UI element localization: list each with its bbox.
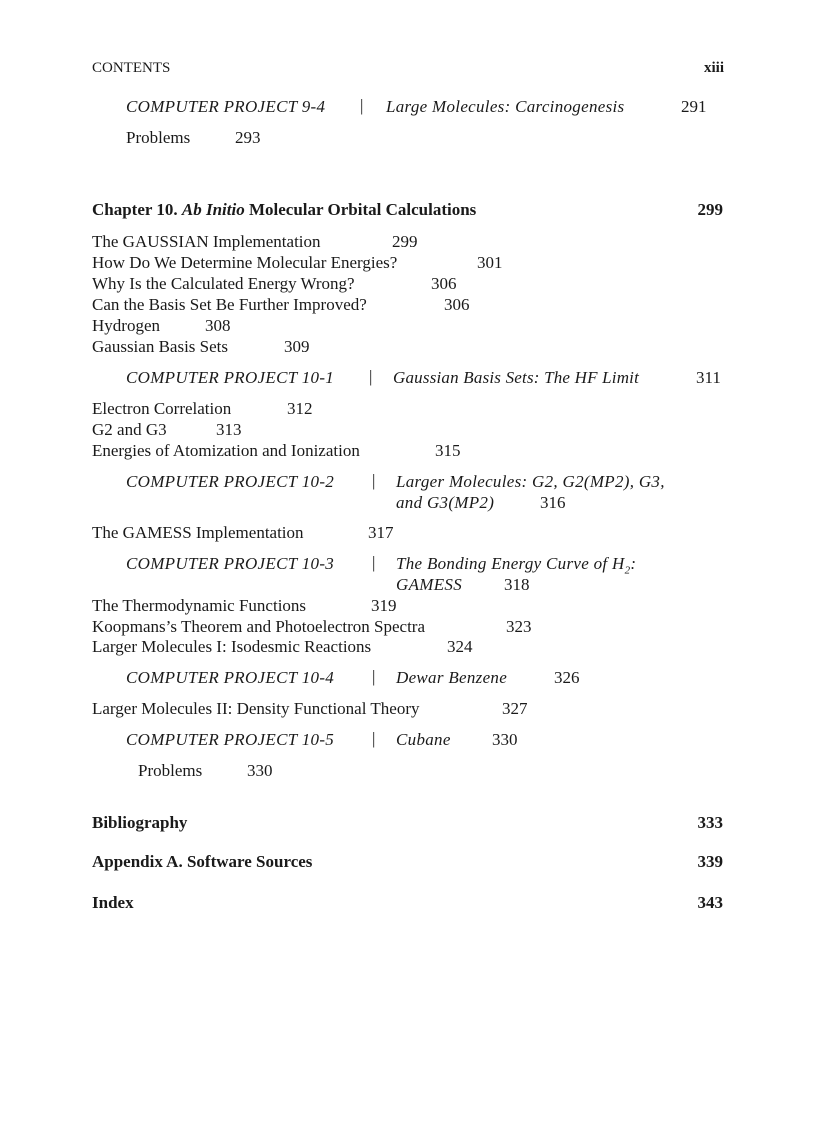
back-matter-page: 333 (697, 813, 723, 832)
chapter-title-rest: Molecular Orbital Calculations (248, 200, 477, 219)
section-page: 312 (287, 399, 313, 418)
section-label: Can the Basis Set Be Further Improved? (92, 295, 367, 314)
section-page: 301 (477, 253, 503, 272)
project-separator: | (369, 367, 373, 386)
section-label: Gaussian Basis Sets (92, 337, 228, 356)
section-page: 317 (368, 523, 394, 542)
project-page: 330 (492, 730, 518, 749)
project-page: 318 (504, 575, 530, 594)
subscript: 2 (624, 564, 631, 577)
section-page: 315 (435, 441, 461, 460)
colon: : (630, 554, 637, 573)
section-page: 323 (506, 617, 532, 636)
section-page: 306 (444, 295, 470, 314)
project-title-line-2: GAMESS (396, 575, 463, 594)
section-page: 327 (502, 699, 528, 718)
project-title-line-1: Larger Molecules: G2, G2(MP2), G3, (396, 472, 665, 491)
section-label: Why Is the Calculated Energy Wrong? (92, 274, 355, 293)
project-title: Cubane (396, 730, 451, 749)
chapter-ab-initio: Ab Initio (181, 200, 245, 219)
project-separator: | (372, 729, 376, 748)
project-label: COMPUTER PROJECT 10-2 (126, 472, 335, 491)
project-title: Large Molecules: Carcinogenesis (386, 97, 625, 116)
section-label: The Thermodynamic Functions (92, 596, 307, 615)
section-page: 299 (392, 232, 418, 251)
problems-label: Problems (138, 761, 203, 780)
project-page: 316 (540, 493, 566, 512)
back-matter-label: Appendix A. Software Sources (92, 852, 313, 871)
project-page: 311 (696, 368, 721, 387)
back-matter-page: 339 (697, 852, 723, 871)
project-separator: | (372, 553, 376, 572)
section-label: Koopmans’s Theorem and Photoelectron Spectra (92, 617, 425, 636)
section-page: 313 (216, 420, 242, 439)
section-page: 319 (371, 596, 397, 615)
section-label: The GAUSSIAN Implementation (92, 232, 321, 251)
project-separator: | (372, 667, 376, 686)
project-separator: | (360, 96, 364, 115)
section-label: Larger Molecules II: Density Functional Theory (92, 699, 420, 718)
problems-label: Problems (126, 128, 191, 147)
project-page: 326 (554, 668, 580, 687)
section-label: Electron Correlation (92, 399, 232, 418)
section-label: How Do We Determine Molecular Energies? (92, 253, 398, 272)
project-label: COMPUTER PROJECT 10-1 (126, 368, 335, 387)
back-matter-label: Index (92, 893, 134, 912)
running-header-title: CONTENTS (92, 60, 171, 76)
back-matter-label: Bibliography (92, 813, 188, 832)
chapter-page: 299 (697, 200, 723, 219)
project-title: Gaussian Basis Sets: The HF Limit (393, 368, 640, 387)
back-matter-page: 343 (697, 893, 723, 912)
section-label: G2 and G3 (92, 420, 167, 439)
section-label: The GAMESS Implementation (92, 523, 304, 542)
section-label: Energies of Atomization and Ionization (92, 441, 360, 460)
project-title-line-2: and G3(MP2) (396, 493, 495, 512)
project-title-text: The Bonding Energy Curve of H (396, 554, 625, 573)
section-label: Larger Molecules I: Isodesmic Reactions (92, 637, 372, 656)
project-page: 291 (681, 97, 707, 116)
problems-page: 293 (235, 128, 261, 147)
section-page: 306 (431, 274, 457, 293)
project-label: COMPUTER PROJECT 10-4 (126, 668, 335, 687)
section-page: 309 (284, 337, 310, 356)
project-separator: | (372, 471, 376, 490)
section-label: Hydrogen (92, 316, 160, 335)
problems-page: 330 (247, 761, 273, 780)
project-label: COMPUTER PROJECT 10-3 (126, 554, 335, 573)
section-page: 324 (447, 637, 473, 656)
chapter-prefix: Chapter 10. (92, 200, 178, 219)
page-number: xiii (703, 60, 724, 76)
section-page: 308 (205, 316, 231, 335)
project-label: COMPUTER PROJECT 10-5 (126, 730, 335, 749)
project-title: Dewar Benzene (396, 668, 508, 687)
chapter-title (92, 200, 476, 220)
project-label: COMPUTER PROJECT 9-4 (126, 97, 326, 116)
